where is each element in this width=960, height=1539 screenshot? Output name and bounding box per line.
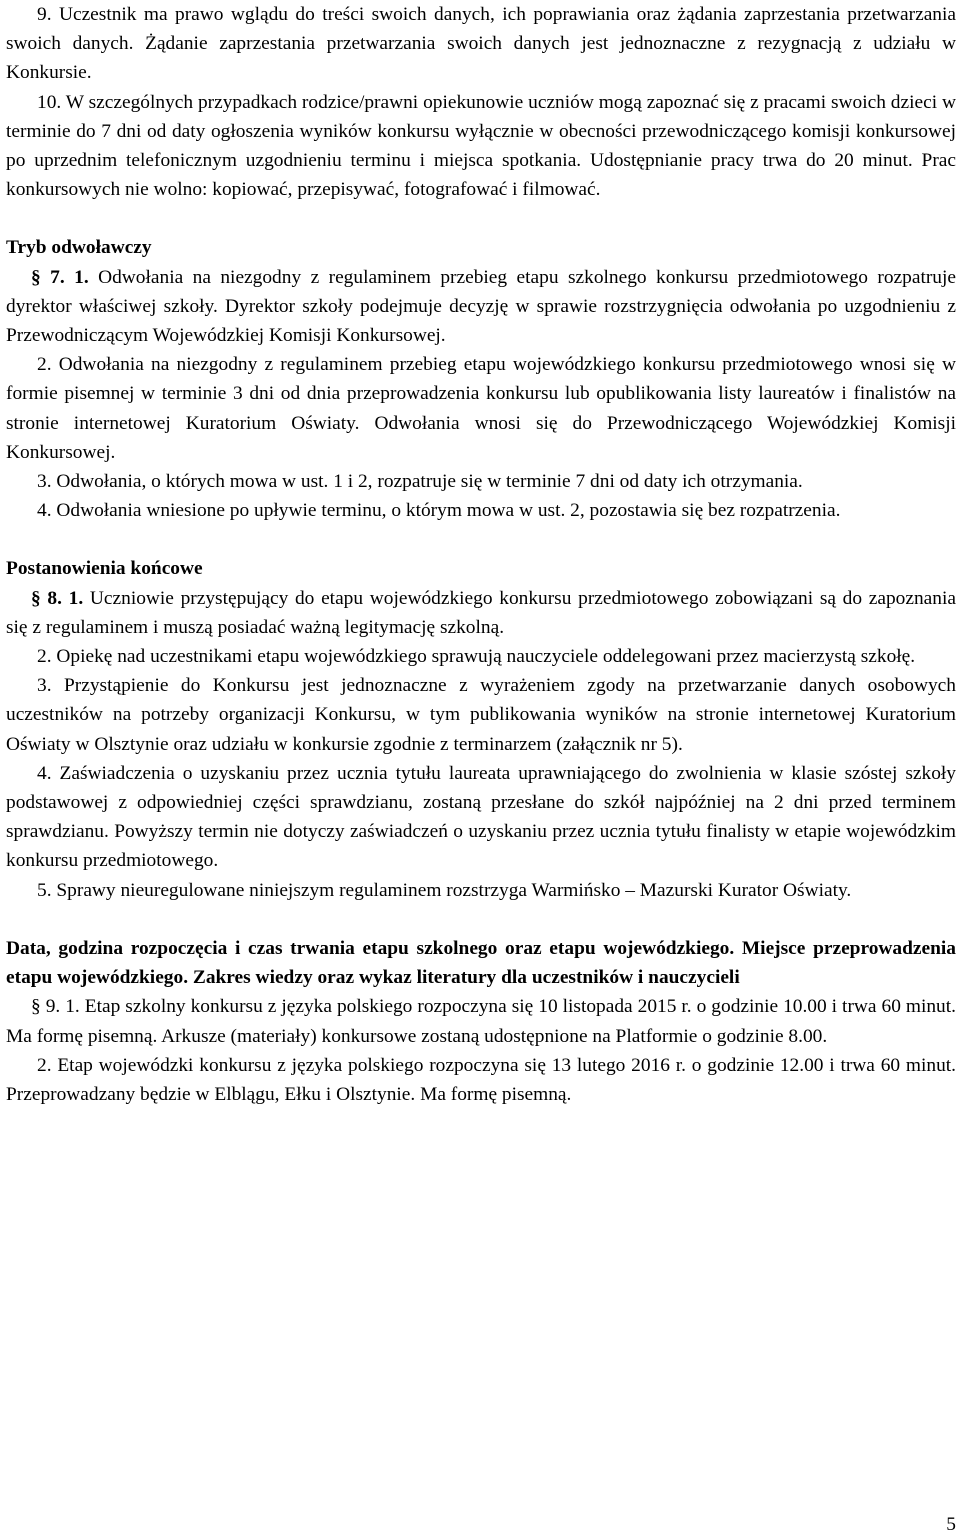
- appeal-paragraph-1: § 7. 1. Odwołania na niezgodny z regulaminem przebieg etapu szkolnego konkursu przedmiotowego rozpatruje dyrektor właściwej szkoły. Dyrektor szkoły podejmuje decyzję w sprawie rozstrzygnięcia odwołania po uzgodnieniu z Przewodniczącym Wojewódzkiej Komisji Konkursowej.: [6, 266, 956, 347]
- heading-schedule: Data, godzina rozpoczęcia i czas trwania etapu szkolnego oraz etapu wojewódzkiego. Miejsce przeprowadzenia etapu wojewódzkiego. Zakres wiedzy oraz wykaz literatury dla uczestników i nauczycieli: [6, 937, 956, 989]
- page-number: 5: [946, 1514, 956, 1535]
- final-paragraph-5: 5. Sprawy nieuregulowane niniejszym regulaminem rozstrzyga Warmińsko – Mazurski Kurator Oświaty.: [37, 879, 852, 901]
- appeal-paragraph-4: 4. Odwołania wniesione po upływie terminu, o którym mowa w ust. 2, pozostawia się bez rozpatrzenia.: [37, 500, 841, 522]
- heading-final: Postanowienia końcowe: [6, 558, 203, 580]
- final-paragraph-3: 3. Przystąpienie do Konkursu jest jednoznaczne z wyrażeniem zgody na przetwarzanie danych osobowych uczestników na potrzeby organizacji Konkursu, w tym publikowania wyników na stronie internetowej Kuratorium Oświaty w Olsztynie oraz udziału w konkursie zgodnie z terminarzem (załącznik nr 5).: [6, 675, 956, 755]
- schedule-paragraph-2: 2. Etap wojewódzki konkursu z języka polskiego rozpoczyna się 13 lutego 2016 r. o godzinie 12.00 i trwa 60 minut. Przeprowadzany będzie w Elblągu, Ełku i Olsztynie. Ma formę pisemną.: [6, 1054, 956, 1105]
- section-mark: § 9. 1.: [31, 996, 80, 1018]
- section-mark: § 8. 1.: [31, 587, 84, 609]
- final-paragraph-1: § 8. 1. Uczniowie przystępujący do etapu wojewódzkiego konkursu przedmiotowego zobowiązani są do zapoznania się z regulaminem i muszą posiadać ważną legitymację szkolną.: [6, 587, 956, 638]
- schedule-paragraph-1: § 9. 1. Etap szkolny konkursu z języka polskiego rozpoczyna się 10 listopada 2015 r. o godzinie 10.00 i trwa 60 minut. Ma formę pisemną. Arkusze (materiały) konkursowe zostaną udostępnione na Platformie o godzinie 8.00.: [6, 996, 956, 1047]
- document-page: [6, 0, 956, 1109]
- paragraph-item-9: 9. Uczestnik ma prawo wglądu do treści swoich danych, ich poprawiania oraz żądania zaprzestania przetwarzania swoich danych. Żądanie zaprzestania przetwarzania swoich danych jest jednoznaczne z rezygnacją z udziału w Konkursie.: [6, 4, 956, 84]
- appeal-paragraph-2: 2. Odwołania na niezgodny z regulaminem przebieg etapu wojewódzkiego konkursu przedmiotowego wnosi się w formie pisemnej w terminie 3 dni od dnia przeprowadzenia konkursu lub opublikowania listy laureatów i finalistów na stronie internetowej Kuratorium Oświaty. Odwołania wnosi się do Przewodniczącego Wojewódzkiej Komisji Konkursowej.: [6, 354, 956, 463]
- final-paragraph-4: 4. Zaświadczenia o uzyskaniu przez ucznia tytułu laureata uprawniającego do zwolnienia w klasie szóstej szkoły podstawowej z odpowiedniej części sprawdzianu, zostaną przesłane do szkół najpóźniej na 2 dni przed terminem sprawdzianu. Powyższy termin nie dotyczy zaświadczeń o uzyskaniu przez ucznia tytułu finalisty w etapie wojewódzkim konkursu przedmiotowego.: [6, 762, 956, 872]
- final-paragraph-2: 2. Opiekę nad uczestnikami etapu wojewódzkiego sprawują nauczyciele oddelegowani przez macierzystą szkołę.: [37, 646, 916, 668]
- section-mark: § 7. 1.: [31, 266, 89, 288]
- paragraph-item-10: 10. W szczególnych przypadkach rodzice/prawni opiekunowie uczniów mogą zapoznać się z pracami swoich dzieci w terminie do 7 dni od daty ogłoszenia wyników konkursu wyłącznie w obecności przewodniczącego komisji konkursowej po uprzednim telefonicznym uzgodnieniu terminu i miejsca spotkania. Udostępnianie pracy trwa do 20 minut. Prac konkursowych nie wolno: kopiować, przepisywać, fotografować i filmować.: [6, 91, 956, 201]
- heading-appeal: Tryb odwoławczy: [6, 237, 152, 259]
- appeal-paragraph-3: 3. Odwołania, o których mowa w ust. 1 i 2, rozpatruje się w terminie 7 dni od daty ich otrzymania.: [37, 471, 803, 493]
